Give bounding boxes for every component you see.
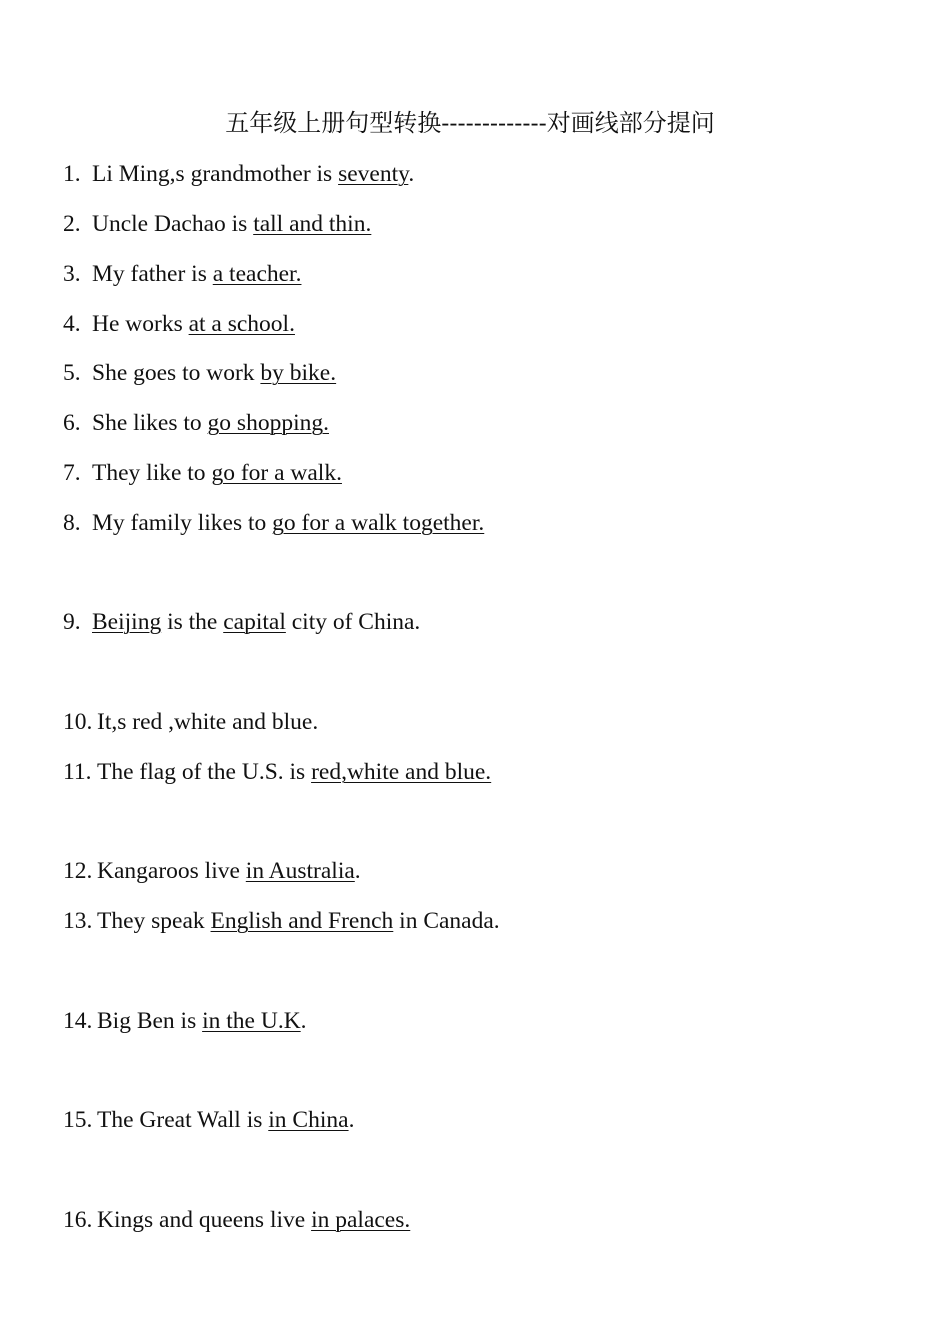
underlined-phrase: by bike.: [260, 360, 337, 386]
question-text: .: [348, 1107, 355, 1133]
underlined-phrase: seventy: [338, 161, 409, 187]
question-4: [63, 309, 295, 339]
question-7: [63, 458, 342, 488]
question-number: 7.: [63, 460, 81, 486]
underlined-phrase: go for a walk.: [211, 460, 342, 486]
question-3: [63, 259, 301, 289]
question-6: [63, 408, 329, 438]
underlined-phrase: a teacher.: [212, 261, 302, 287]
question-13: [63, 906, 500, 936]
question-text: My father is: [92, 261, 213, 287]
question-number: 9.: [63, 609, 81, 635]
question-text: .: [300, 1008, 307, 1034]
question-number: 1.: [63, 161, 81, 187]
question-text: She goes to work: [92, 360, 261, 386]
question-text: is the: [161, 609, 224, 635]
question-text: Uncle Dachao is: [92, 211, 254, 237]
question-number: 14.: [63, 1008, 93, 1034]
underlined-phrase: capital: [223, 609, 286, 635]
question-2: [63, 209, 371, 239]
question-text: Li Ming,s grandmother is: [92, 161, 339, 187]
question-number: 5.: [63, 360, 81, 386]
question-number: 11.: [63, 759, 92, 785]
question-16: [63, 1205, 410, 1235]
question-text: They like to: [92, 460, 212, 486]
question-10: [63, 707, 318, 737]
question-text: She likes to: [92, 410, 208, 436]
question-9: [63, 607, 420, 637]
question-8: [63, 508, 484, 538]
question-text: It,s red ,white and blue.: [97, 709, 319, 735]
underlined-phrase: Beijing: [92, 609, 162, 635]
underlined-phrase: go for a walk together.: [272, 510, 485, 536]
question-number: 6.: [63, 410, 81, 436]
question-text: Big Ben is: [97, 1008, 203, 1034]
question-number: 13.: [63, 908, 93, 934]
question-number: 10.: [63, 709, 93, 735]
question-number: 12.: [63, 858, 93, 884]
question-text: .: [408, 161, 415, 187]
question-11: [63, 757, 491, 787]
underlined-phrase: in China: [268, 1107, 349, 1133]
question-number: 15.: [63, 1107, 93, 1133]
underlined-phrase: in Australia: [245, 858, 355, 884]
underlined-phrase: in palaces.: [311, 1207, 411, 1233]
question-number: 3.: [63, 261, 81, 287]
question-number: 4.: [63, 311, 81, 337]
question-number: 16.: [63, 1207, 93, 1233]
underlined-phrase: go shopping.: [207, 410, 329, 436]
question-text: Kings and queens live: [97, 1207, 312, 1233]
question-15: [63, 1105, 354, 1135]
question-number: 8.: [63, 510, 81, 536]
underlined-phrase: in the U.K: [202, 1008, 301, 1034]
underlined-phrase: at a school.: [188, 311, 295, 337]
underlined-phrase: red,white and blue.: [311, 759, 492, 785]
question-text: The Great Wall is: [97, 1107, 269, 1133]
question-text: city of China.: [285, 609, 421, 635]
question-text: The flag of the U.S. is: [97, 759, 312, 785]
question-text: in Canada.: [393, 908, 500, 934]
question-number: 2.: [63, 211, 81, 237]
question-text: He works: [92, 311, 189, 337]
question-text: .: [354, 858, 361, 884]
question-text: They speak: [97, 908, 211, 934]
worksheet-title: 五年级上册句型转换-------------对画线部分提问: [225, 109, 715, 137]
question-5: [63, 358, 336, 388]
question-text: My family likes to: [92, 510, 273, 536]
question-14: [63, 1006, 307, 1036]
underlined-phrase: tall and thin.: [253, 211, 372, 237]
underlined-phrase: English and French: [210, 908, 394, 934]
question-text: Kangaroos live: [97, 858, 246, 884]
question-12: [63, 856, 361, 886]
question-1: [63, 159, 414, 189]
